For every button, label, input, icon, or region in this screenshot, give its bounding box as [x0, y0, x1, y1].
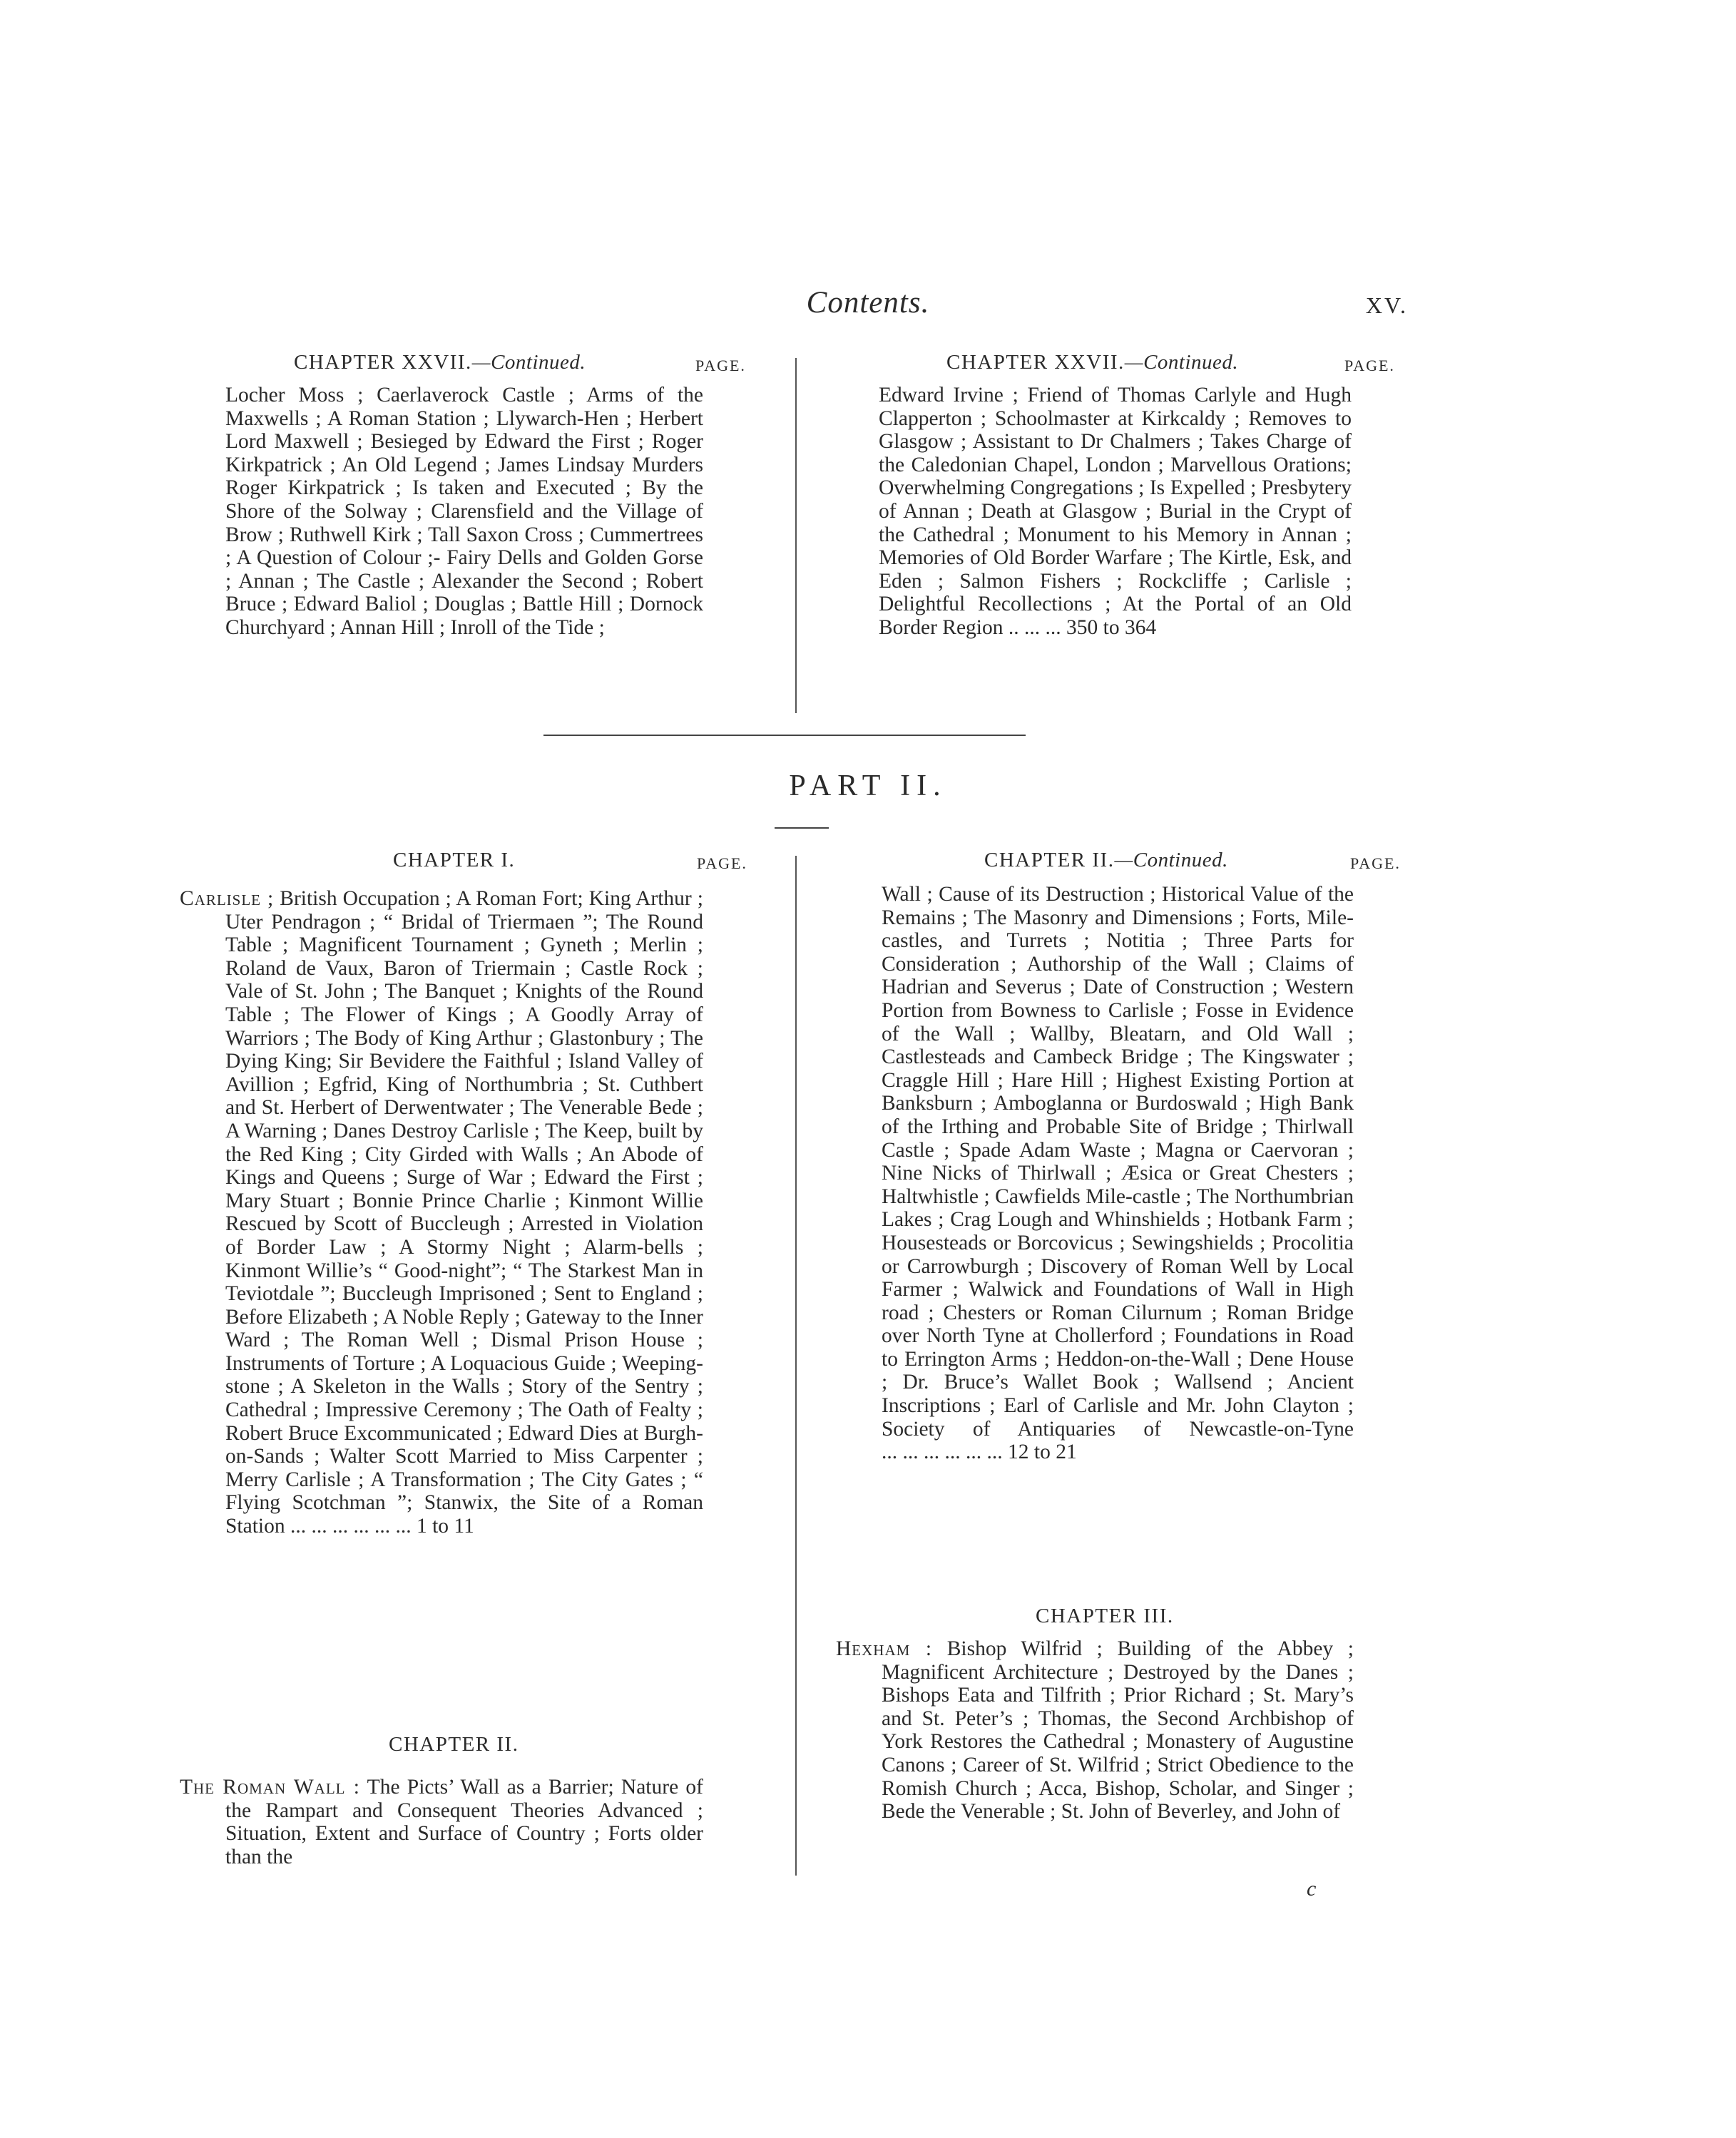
part-heading-rule — [775, 827, 829, 829]
summary-text: Edward Irvine ; Friend of Thomas Carlyle and Hugh Clapperton ; Schoolmaster at Kirkcaldy ; Removes to Glasgow ; Assistant to Dr Chalmers ; Takes Charge of the Caledonian Chapel, London ; Marvellous Orations; Overwhelming Congregations ; Is Expelled ; Presbytery of Annan ; Death at Glasgow ; Burial in the Crypt of the Cathedral ; Monument to his Memory in Annan ; Memories of Old Border Warfare ; The Kirtle, Esk, and Eden ; Salmon Fishers ; Rockcliffe ; Carlisle ; Delightful Recollections ; At the Portal of an Old Border Region — [879, 384, 1352, 639]
page-range: 12 to 21 — [1008, 1441, 1077, 1464]
summary-text: British Occupation ; A Roman Fort; King Arthur ; Uter Pendragon ; “ Bridal of Triermaen ”; The Round Table ; Magnificent Tournament ; Gyneth ; Merlin ; Roland de Vaux, Baron of Triermain ; Castle Rock ; Vale of St. John ; The Banquet ; Knights of the Round Table ; The Flower of Kings ; A Goodly Array of Warriors ; The Body of King Arthur ; Glastonbury ; The Dying King; Sir Bevidere the Faithful ; Island Valley of Avillion ; Egfrid, King of Northumbria ; St. Cuthbert and St. Herbert of Derwentwater ; The Venerable Bede ; A Warning ; Danes Destroy Carlisle ; The Keep, built by the Red King ; City Girded with Walls ; An Abode of Kings and Queens ; Surge of War ; Edward the First ; Mary Stuart ; Bonnie Prince Charlie ; Kinmont Willie Rescued by Scott of Buccleugh ; Arrested in Violation of Border Law ; A Stormy Night ; Alarm-bells ; Kinmont Willie’s “ Good-night”; “ The Starkest Man in Teviotdale ”; Buccleugh Imprisoned ; Sent to England ; Before Elizabeth ; A Noble Reply ; Gateway to the Inner Ward ; The Roman Well ; Dismal Prison House ; Instruments of Torture ; A Loquacious Guide ; Weeping-stone ; A Skeleton in the Walls ; Story of the Sentry ; Cathedral ; Impressive Ceremony ; The Oath of Fealty ; Robert Bruce Excommunicated ; Edward Dies at Burgh-on-Sands ; Walter Scott Married to Miss Carpenter ; Merry Carlisle ; A Transformation ; The City Gates ; “ Flying Scotchman ”; Stanwix, the Site of a Roman Station — [225, 887, 704, 1538]
part-heading: PART II. — [789, 769, 947, 802]
chapter-heading-label: CHAPTER XXVII. — [294, 351, 472, 374]
page-range: 350 to 364 — [1066, 615, 1157, 639]
signature-mark: c — [1307, 1877, 1317, 1901]
page-column-label: PAGE. — [1344, 357, 1395, 374]
dot-leader: ... ... ... ... ... ... — [882, 1441, 1008, 1464]
summary-text: Wall ; Cause of its Destruction ; Historical Value of the Remains ; The Masonry and Dimensions ; Forts, Mile-castles, and Turrets ; Notitia ; Three Parts for Consideration ; Authorship of the Wall ; Claims of Hadrian and Severus ; Date of Construction ; Western Portion from Bowness to Carlisle ; Fosse in Evidence of the Wall ; Wallby, Bleatarn, and Old Wall ; Castlesteads and Cambeck Bridge ; The Kingswater ; Craggle Hill ; Hare Hill ; Highest Existing Portion at Banksburn ; Amboglanna or Burdoswald ; High Bank of the Irthing and Probable Site of Bridge ; Thirlwall Castle ; Spade Adam Waste ; Magna or Caervoran ; Nine Nicks of Thirlwall ; Æsica or Great Chesters ; Haltwhistle ; Cawfields Mile-castle ; The Northumbrian Lakes ; Crag Lough and Whinshields ; Hotbank Farm ; Housesteads or Borcovicus ; Sewingshields ; Procolitia or Carrowburgh ; Discovery of Roman Well by Local Farmer ; Walwick and Foundations of Wall in High road ; Chesters or Roman Cilurnum ; Roman Bridge over North Tyne at Chollerford ; Foundations in Road to Errington Arms ; Heddon-on-the-Wall ; Dene House ; Dr. Bruce’s Wallet Book ; Wallsend ; Ancient Inscriptions ; Earl of Carlisle and Mr. John Clayton ; Society of Antiquaries of Newcastle-on-Tyne — [882, 883, 1354, 1441]
chapter-heading — [946, 351, 1238, 374]
chapter-heading-suffix: —Continued. — [1114, 849, 1228, 871]
chapter-heading-label: CHAPTER II. — [984, 849, 1115, 871]
page-column-label: PAGE. — [697, 854, 747, 872]
chapter-heading: CHAPTER I. — [393, 849, 516, 871]
page-range: 1 to 11 — [416, 1515, 474, 1538]
chapter-heading — [294, 351, 586, 374]
dot-leader: .. ... ... — [1003, 615, 1067, 639]
chapter-heading: CHAPTER II. — [389, 1733, 519, 1756]
chapter-heading-label: CHAPTER XXVII. — [946, 351, 1125, 374]
summary-text: The Picts’ Wall as a Barrier; Nature of the Rampart and Consequent Theories Advanced ; Situation, Extent and Surface of Country ; Forts older than the — [225, 1776, 703, 1868]
dot-leader: ... ... ... ... ... ... — [285, 1515, 417, 1538]
chapter-summary — [180, 1776, 703, 1868]
summary-lead: Carlisle ; — [180, 887, 275, 910]
page-column-label: PAGE. — [1350, 854, 1401, 872]
chapter-heading-suffix: —Continued. — [471, 351, 586, 374]
chapter-summary: Locher Moss ; Caerlaverock Castle ; Arms of the Maxwells ; A Roman Station ; Llywarch-Hen ; Herbert Lord Maxwell ; Besieged by Edward the First ; Roger Kirkpatrick ; An Old Legend ; James Lindsay Murders Roger Kirkpatrick ; Is taken and Executed ; By the Shore of the Solway ; Clarensfield and the Village of Brow ; Ruthwell Kirk ; Tall Saxon Cross ; Cummertrees ; A Question of Colour ;- Fairy Dells and Golden Gorse ; Annan ; The Castle ; Alexander the Second ; Robert Bruce ; Edward Baliol ; Douglas ; Battle Hill ; Dornock Churchyard ; Annan Hill ; Inroll of the Tide ; — [225, 384, 703, 639]
column-divider — [795, 856, 797, 1876]
chapter-summary — [836, 1637, 1354, 1824]
running-title: Contents. — [806, 286, 930, 319]
chapter-heading: CHAPTER III. — [1036, 1605, 1174, 1627]
summary-text: Bishop Wilfrid ; Building of the Abbey ; Magnificent Architecture ; Destroyed by the Danes ; Bishops Eata and Tilfrith ; Prior Richard ; St. Mary’s and St. Peter’s ; Thomas, the Second Archbishop of York Restores the Cathedral ; Monastery of Augustine Canons ; Career of St. Wilfrid ; Strict Obedience to the Romish Church ; Acca, Bishop, Scholar, and Singer ; Bede the Venerable ; St. John of Beverley, and John of — [882, 1637, 1354, 1824]
page-column-label: PAGE. — [695, 357, 746, 374]
chapter-heading — [984, 849, 1228, 872]
column-divider — [795, 358, 797, 713]
summary-lead: The Roman Wall : — [180, 1776, 360, 1799]
chapter-summary — [180, 887, 704, 1538]
chapter-summary — [879, 384, 1352, 640]
chapter-summary — [882, 883, 1354, 1464]
summary-lead: Hexham : — [836, 1637, 933, 1660]
section-rule — [543, 735, 1026, 736]
page-number: XV. — [1365, 292, 1408, 318]
chapter-heading-suffix: —Continued. — [1124, 351, 1239, 374]
